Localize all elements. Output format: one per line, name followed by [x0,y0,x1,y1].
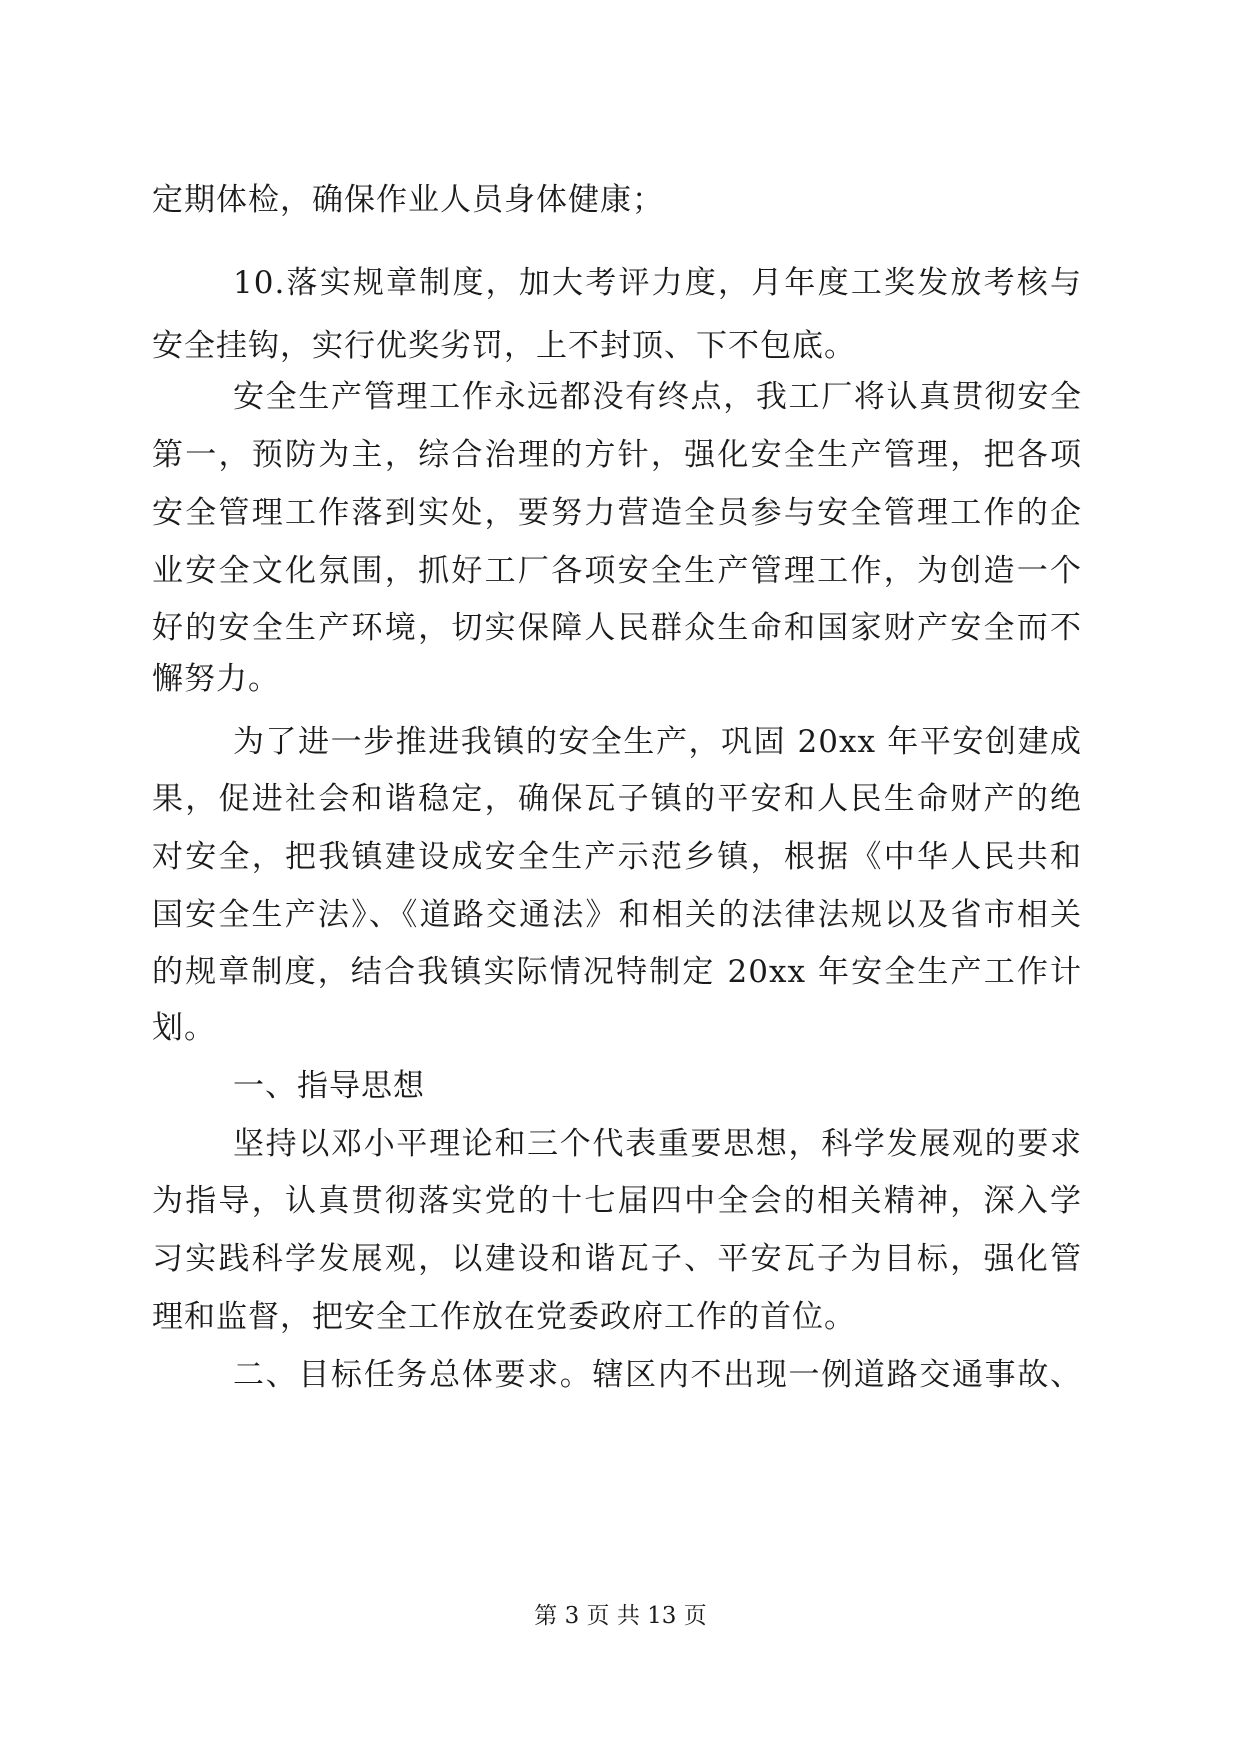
section-heading: 一、指导思想 [233,1068,425,1104]
text-line: 二、目标任务总体要求。辖区内不出现一例道路交通事故、 [233,1357,1082,1393]
text-line: 业安全文化氛围，抓好工厂各项安全生产管理工作，为创造一个 [152,553,1082,589]
text-line: 的规章制度，结合我镇实际情况特制定 20xx 年安全生产工作计 [152,954,1082,990]
text-line: 安全挂钩，实行优奖劣罚，上不封顶、下不包底。 [152,328,856,364]
text-line: 第一，预防为主，综合治理的方针，强化安全生产管理，把各项 [152,437,1082,473]
text-line: 国安全生产法》、《道路交通法》和相关的法律法规以及省市相关 [152,897,1082,933]
text-line: 为了进一步推进我镇的安全生产，巩固 20xx 年平安创建成 [233,724,1082,760]
page-number-footer: 第 3 页 共 13 页 [534,1603,707,1629]
text-line: 坚持以邓小平理论和三个代表重要思想，科学发展观的要求 [233,1126,1082,1162]
text-line: 理和监督，把安全工作放在党委政府工作的首位。 [152,1299,856,1335]
text-line: 对安全，把我镇建设成安全生产示范乡镇，根据《中华人民共和 [152,839,1082,875]
text-line: 10.落实规章制度，加大考评力度，月年度工奖发放考核与 [233,265,1082,301]
text-line: 懈努力。 [152,661,280,697]
text-line: 安全生产管理工作永远都没有终点，我工厂将认真贯彻安全 [233,379,1082,415]
text-line: 定期体检，确保作业人员身体健康； [152,182,664,218]
text-line: 划。 [152,1010,216,1046]
text-line: 果，促进社会和谐稳定，确保瓦子镇的平安和人民生命财产的绝 [152,781,1082,817]
text-line: 为指导，认真贯彻落实党的十七届四中全会的相关精神，深入学 [152,1183,1082,1219]
text-line: 习实践科学发展观，以建设和谐瓦子、平安瓦子为目标，强化管 [152,1241,1082,1277]
text-line: 安全管理工作落到实处，要努力营造全员参与安全管理工作的企 [152,495,1082,531]
text-line: 好的安全生产环境，切实保障人民群众生命和国家财产安全而不 [152,610,1082,646]
